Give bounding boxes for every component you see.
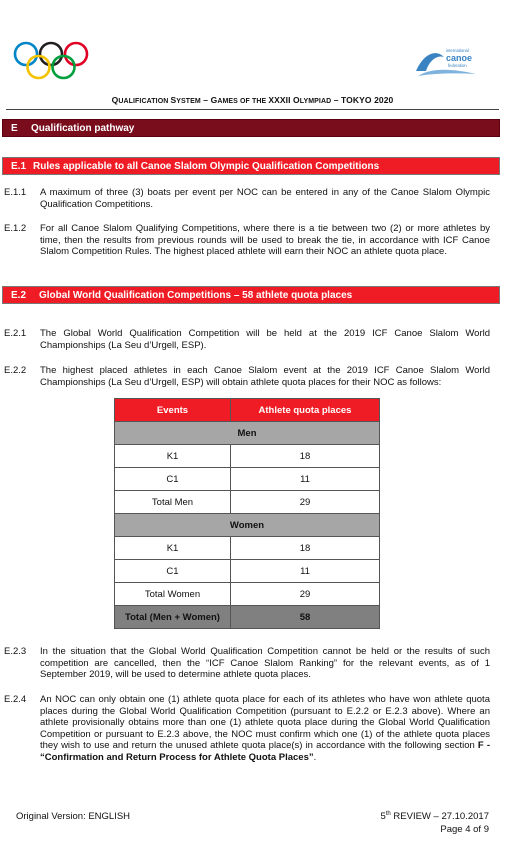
section-e2-number: E.2 [11,290,27,301]
paragraph-number: E.2.1 [4,328,27,339]
table-subheader-men [115,422,380,445]
paragraph-number: E.1.1 [4,187,27,198]
table-grand-total-row [115,606,380,629]
paragraph-number: E.2.2 [4,365,27,376]
ring-green [53,56,75,78]
table-header-quota: Athlete quota places [231,399,380,422]
quota-table [114,398,380,629]
event-cell: C1 [115,468,231,491]
paragraph-body: An NOC can only obtain one (1) athlete quota place for each of its athletes who have won athlete quota places during the Global World Qualification Competition (pursuant to E.2.2 or E.2.3 above). Where an athlete provisionally obtains more than one (1) athlete quota place during the Global World Qualification Competition or pursuant to E.2.3 above, the NOC must confirm which one (1) of the athlete quota places they wish to use and return the unused athlete quota place(s) in accordance with the following section [40,694,490,751]
title-segment: G [210,95,218,105]
event-cell: C1 [115,560,231,583]
title-segment: LYMPIAD [299,98,332,105]
event-cell: Total Women [115,583,231,606]
paragraph-text: In the situation that the Global World Qualification Competition cannot be held or the results of such competition are cancelled, then the “ICF Canoe Slalom Ranking” for the relevant events, as of 1 September 2019, will be used to determine athlete quota places. [40,646,490,680]
paragraph-end: . [313,751,317,763]
table-header-events: Events [115,399,231,422]
section-e2-title: Global World Qualification Competitions – 58 athlete quota places [39,290,353,301]
title-segment: AMES OF THE [217,98,269,105]
paragraph-number: E.2.4 [4,694,27,705]
document-title [0,95,505,105]
table-row [115,583,380,606]
men-label: Men [115,422,380,445]
event-cell: K1 [115,537,231,560]
quota-cell: 29 [231,491,380,514]
grand-total-label: Total (Men + Women) [115,606,231,629]
paragraph-text: The highest placed athletes in each Canoe Slalom event at the 2019 ICF Canoe Slalom World Championships (La Seu d’Urgell, ESP) will obtain athlete quota places for their NOC as follows: [40,365,490,388]
table-row [115,560,380,583]
section-e-title: Qualification pathway [31,123,135,134]
quota-cell: 11 [231,468,380,491]
section-e1-number: E.1 [11,161,27,172]
review-date: REVIEW – 27.10.2017 [390,811,489,823]
icf-logo [414,43,480,79]
footer-page-number: Page 4 of 9 [440,824,489,835]
review-number: 5 [380,811,386,823]
quota-cell: 29 [231,583,380,606]
icf-wave-icon [416,53,444,71]
olympic-rings-logo [12,40,90,84]
icf-logo-line-1: international [446,48,469,53]
section-e1-header [2,157,500,175]
section-e-header [2,119,500,137]
event-cell: Total Men [115,491,231,514]
quota-cell: 11 [231,560,380,583]
table-row [115,468,380,491]
table-row [115,445,380,468]
grand-total-value: 58 [231,606,380,629]
title-segment: – [200,95,211,105]
table-header-row [115,399,380,422]
paragraph-text: For all Canoe Slalom Qualifying Competitions, where there is a tie between two (2) or more athletes by time, then the results from previous rounds will be used to break the tie, in accordance with ICF Canoe Slalom Competition Rules. The highest placed athlete will earn their NOC an athlete quota place. [40,223,490,257]
icf-logo-line-2: canoe [446,53,473,63]
paragraph-text [40,694,490,763]
table-row [115,491,380,514]
ring-black [40,43,62,65]
icf-logo-line-3: federation [448,63,467,68]
footer-version: Original Version: ENGLISH [16,811,131,822]
title-segment: Q [111,95,119,105]
table-subheader-women [115,514,380,537]
review-ordinal: th [385,811,391,817]
footer-review [380,811,489,822]
title-segment: – TOKYO 2020 [331,95,394,105]
ring-blue [15,43,37,65]
title-segment: XXXII O [268,95,300,105]
paragraph-text: A maximum of three (3) boats per event per NOC can be entered in any of the Canoe Slalom Olympic Qualification Competitions. [40,187,490,210]
section-e1-title: Rules applicable to all Canoe Slalom Olympic Qualification Competitions [33,161,380,172]
women-label: Women [115,514,380,537]
ring-red [65,43,87,65]
title-divider [6,109,499,110]
title-segment: S [170,95,177,105]
section-e2-header [2,286,500,304]
quota-cell: 18 [231,445,380,468]
paragraph-number: E.2.3 [4,646,27,657]
quota-cell: 18 [231,537,380,560]
event-cell: K1 [115,445,231,468]
title-segment: UALIFICATION [118,98,171,105]
title-segment: YSTEM [176,98,201,105]
section-f-reference: F - “Confirmation and Return Process for Athlete Quota Places” [40,740,491,763]
table-row [115,537,380,560]
ring-yellow [28,56,50,78]
paragraph-number: E.1.2 [4,223,27,234]
section-e-number: E [11,123,18,134]
paragraph-text: The Global World Qualification Competition will be held at the 2019 ICF Canoe Slalom World Championships (La Seu d’Urgell, ESP). [40,328,490,351]
